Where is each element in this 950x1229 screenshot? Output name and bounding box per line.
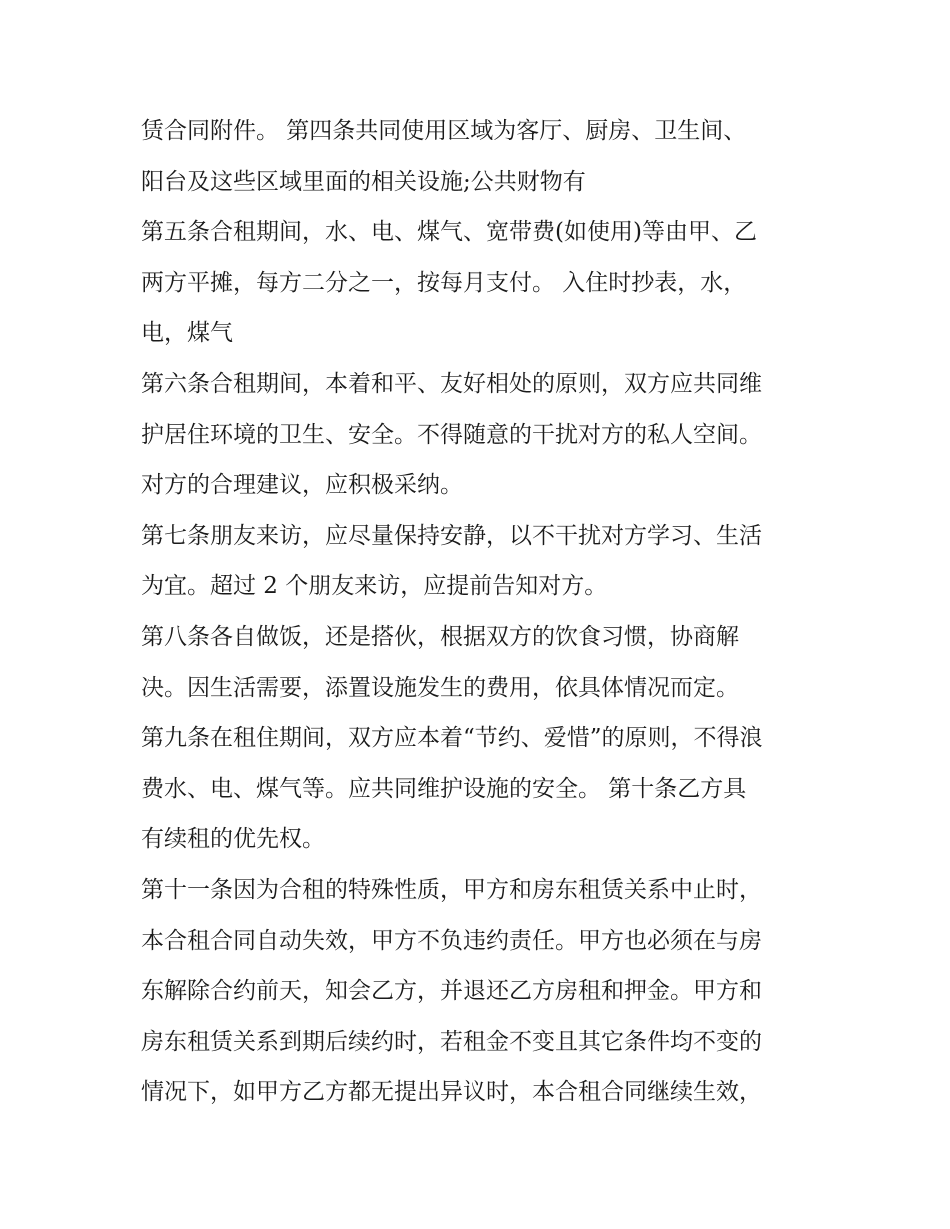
text-line: 阳台及这些区域里面的相关设施;公共财物有 [141, 168, 586, 195]
text-line: 赁合同附件。 第四条共同使用区域为客厅、厨房、卫生间、 [141, 118, 747, 144]
text-line: 费水、电、煤气等。应共同维护设施的安全。 第十条乙方具 [141, 775, 747, 802]
text-line: 第九条在租住期间，双方应本着“节约、爱惜”的原则，不得浪 [141, 725, 763, 752]
text-line: 对方的合理建议，应积极采纳。 [141, 472, 463, 499]
text-line: 电，煤气 [141, 320, 233, 347]
text-line: 第十一条因为合租的特殊性质，甲方和房东租赁关系中止时， [141, 876, 762, 903]
document-body [141, 106, 821, 1118]
text-line: 第八条各自做饭，还是搭伙，根据双方的饮食习惯，协商解 [141, 623, 739, 650]
text-line: 决。因生活需要，添置设施发生的费用，依具体情况而定。 [141, 674, 739, 701]
text-line: 有续租的优先权。 [141, 826, 325, 853]
text-line: 护居住环境的卫生、安全。不得随意的干扰对方的私人空间。 [141, 421, 762, 448]
text-line: 东解除合约前天，知会乙方，并退还乙方房租和押金。甲方和 [141, 978, 762, 1005]
text-line: 为宜。超过 2 个朋友来访，应提前告知对方。 [141, 573, 608, 600]
text-line: 情况下，如甲方乙方都无提出异议时，本合租合同继续生效， [141, 1079, 762, 1106]
text-line: 房东租赁关系到期后续约时，若租金不变且其它条件均不变的 [141, 1028, 762, 1055]
text-line: 第六条合租期间，本着和平、友好相处的原则，双方应共同维 [141, 370, 762, 397]
text-line: 第五条合租期间，水、电、煤气、宽带费(如使用)等由甲、乙 [141, 219, 757, 246]
text-line: 第七条朋友来访，应尽量保持安静，以不干扰对方学习、生活 [141, 522, 762, 549]
text-line: 两方平摊，每方二分之一，按每月支付。 入住时抄表，水， [141, 269, 747, 296]
text-line: 本合租合同自动失效，甲方不负违约责任。甲方也必须在与房 [141, 927, 762, 954]
